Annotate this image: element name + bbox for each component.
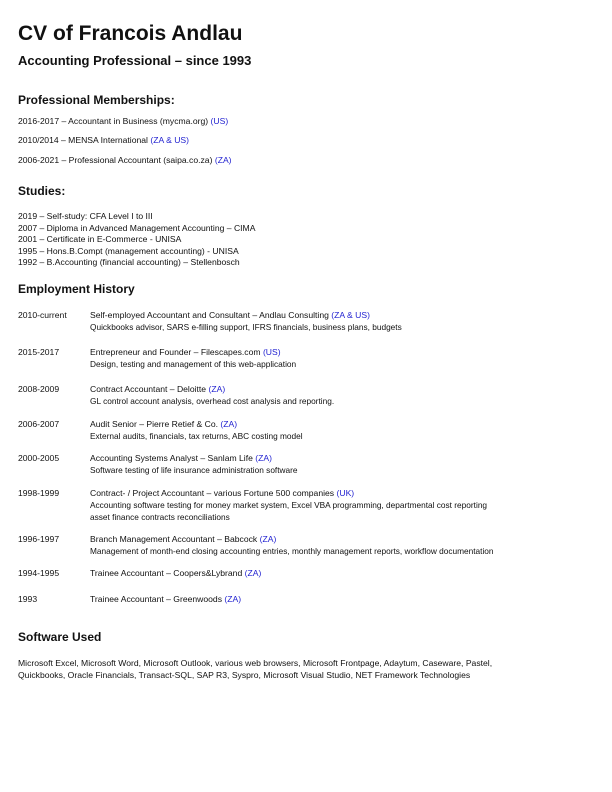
region-tag: (ZA) (259, 534, 277, 544)
job-description: Quickbooks advisor, SARS e-filling support, IFRS financials, business plans, budgets (90, 322, 402, 332)
job-role (90, 488, 354, 498)
software-heading: Software Used (18, 630, 102, 644)
job-role (90, 568, 261, 578)
membership-item (18, 116, 228, 126)
job-role (90, 384, 225, 394)
job-years: 2010-current (18, 310, 67, 320)
membership-text: 2010/2014 – MENSA International (18, 135, 148, 145)
job-role-text: Audit Senior – Pierre Retief & Co. (90, 419, 219, 429)
job-role-text: Trainee Accountant – Coopers&Lybrand (90, 568, 243, 578)
job-description: asset finance contracts reconciliations (90, 512, 230, 522)
region-tag: (ZA) (244, 568, 262, 578)
memberships-heading: Professional Memberships: (18, 93, 175, 107)
job-role (90, 347, 281, 357)
job-role-text: Trainee Accountant – Greenwoods (90, 594, 223, 604)
job-description: GL control account analysis, overhead cost analysis and reporting. (90, 396, 335, 406)
job-years: 2015-2017 (18, 347, 60, 357)
cv-subtitle: Accounting Professional – since 1993 (18, 53, 252, 68)
job-description: Accounting software testing for money market system, Excel VBA programming, departmental cost reporting (90, 500, 488, 510)
job-role (90, 594, 241, 604)
job-role (90, 453, 272, 463)
job-description: Software testing of life insurance administration software (90, 465, 298, 475)
job-description: External audits, financials, tax returns, ABC costing model (90, 431, 303, 441)
membership-item (18, 135, 189, 145)
region-tag: (US) (262, 347, 281, 357)
study-item: 1995 – Hons.B.Compt (management accounting) - UNISA (18, 245, 239, 256)
job-years: 1998-1999 (18, 488, 60, 498)
software-line: Quickbooks, Oracle Financials, Transact-SQL, SAP R3, Syspro, Microsoft Visual Studio, NET Framework Technologies (18, 670, 471, 680)
region-tag: (UK) (336, 488, 355, 498)
region-tag: (ZA & US) (331, 310, 370, 320)
software-line: Microsoft Excel, Microsoft Word, Microsoft Outlook, various web browsers, Microsoft Frontpage, Adaytum, Caseware, Pastel, (18, 658, 493, 668)
job-years: 1996-1997 (18, 534, 60, 544)
region-tag: (ZA) (224, 594, 242, 604)
employment-heading: Employment History (18, 282, 135, 296)
job-role (90, 310, 370, 320)
membership-text: 2016-2017 – Accountant in Business (mycma.org) (18, 116, 209, 126)
region-tag: (ZA & US) (150, 135, 190, 145)
membership-text: 2006-2021 – Professional Accountant (saipa.co.za) (18, 155, 213, 165)
job-role-text: Accounting Systems Analyst – Sanlam Life (90, 453, 253, 463)
job-years: 2008-2009 (18, 384, 60, 394)
study-item: 2007 – Diploma in Advanced Management Accounting – CIMA (18, 222, 256, 233)
study-item: 2001 – Certificate in E-Commerce - UNISA (18, 234, 182, 244)
job-role (90, 419, 237, 429)
region-tag: (ZA) (214, 155, 232, 165)
study-item: 1992 – B.Accounting (financial accounting) – Stellenbosch (18, 257, 240, 267)
job-role-text: Self-employed Accountant and Consultant – Andlau Consulting (90, 310, 329, 320)
job-years: 2000-2005 (18, 453, 60, 463)
region-tag: (ZA) (255, 453, 272, 463)
job-role-text: Contract- / Project Accountant – various Fortune 500 companies (90, 488, 335, 498)
cv-title: CV of Francois Andlau (18, 22, 243, 45)
job-years: 1993 (18, 594, 38, 604)
studies-heading: Studies: (18, 184, 66, 198)
job-role-text: Contract Accountant – Deloitte (90, 384, 207, 394)
job-years: 1994-1995 (18, 568, 60, 578)
job-role (90, 534, 276, 544)
region-tag: (ZA) (208, 384, 226, 394)
region-tag: (ZA) (220, 419, 238, 429)
job-description: Management of month-end closing accounting entries, monthly management reports, workflow documentation (90, 546, 494, 556)
region-tag: (US) (210, 116, 229, 126)
job-role-text: Branch Management Accountant – Babcock (90, 534, 258, 544)
job-description: Design, testing and management of this web-application (90, 359, 297, 369)
study-item: 2019 – Self-study: CFA Level I to III (18, 211, 153, 221)
job-years: 2006-2007 (18, 419, 60, 429)
job-role-text: Entrepreneur and Founder – Filescapes.com (90, 347, 261, 357)
membership-item (18, 155, 232, 165)
